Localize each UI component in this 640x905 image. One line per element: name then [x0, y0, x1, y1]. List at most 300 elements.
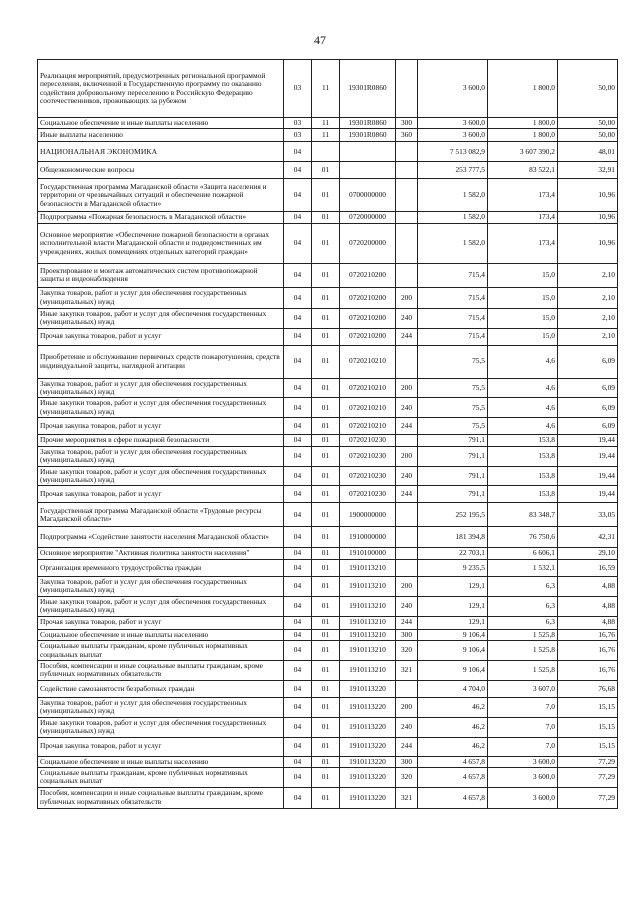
- cell-plan: 9 106,4: [418, 660, 488, 680]
- cell-plan: 715,4: [418, 287, 488, 308]
- cell-subsection: 01: [312, 629, 340, 640]
- cell-expense-type: 300: [396, 118, 418, 129]
- cell-fact: 153,8: [488, 435, 558, 446]
- cell-expense-type: 200: [396, 697, 418, 717]
- cell-name: Прочая закупка товаров, работ и услуг: [38, 616, 284, 629]
- cell-subsection: 01: [312, 398, 340, 418]
- cell-section: 04: [284, 616, 312, 629]
- cell-plan: 253 777,5: [418, 162, 488, 179]
- budget-table: [37, 59, 618, 809]
- cell-subsection: 01: [312, 576, 340, 596]
- cell-subsection: 01: [312, 737, 340, 756]
- cell-fact: 4,6: [488, 345, 558, 378]
- cell-target-code: 0720210200: [340, 287, 396, 308]
- cell-section: 04: [284, 697, 312, 717]
- cell-expense-type: 200: [396, 446, 418, 466]
- cell-percent: 16,76: [558, 629, 618, 640]
- table-row: [38, 345, 618, 378]
- cell-section: 04: [284, 596, 312, 616]
- cell-fact: 1 525,8: [488, 641, 558, 661]
- table-row: [38, 629, 618, 640]
- cell-plan: 3 600,0: [418, 60, 488, 118]
- table-row: [38, 576, 618, 596]
- cell-target-code: 19301R0860: [340, 60, 396, 118]
- cell-name: Иные закупки товаров, работ и услуг для обеспечения государственных (муниципальных) нужд: [38, 466, 284, 486]
- table-row: [38, 660, 618, 680]
- cell-name: Основное мероприятие "Активная политика занятости населения": [38, 548, 284, 559]
- cell-fact: 173,4: [488, 223, 558, 263]
- cell-name: Прочая закупка товаров, работ и услуг: [38, 486, 284, 503]
- cell-fact: 15,0: [488, 308, 558, 328]
- cell-fact: 153,8: [488, 466, 558, 486]
- cell-target-code: 1910113220: [340, 717, 396, 737]
- cell-expense-type: 321: [396, 660, 418, 680]
- cell-name: Закупка товаров, работ и услуг для обеспечения государственных (муниципальных) нужд: [38, 576, 284, 596]
- cell-name: Прочие мероприятия в сфере пожарной безопасности: [38, 435, 284, 446]
- cell-plan: 791,1: [418, 466, 488, 486]
- cell-section: 03: [284, 118, 312, 129]
- cell-percent: 32,91: [558, 162, 618, 179]
- cell-plan: 791,1: [418, 486, 488, 503]
- cell-percent: 19,44: [558, 486, 618, 503]
- cell-fact: 4,6: [488, 378, 558, 398]
- cell-percent: 16,76: [558, 641, 618, 661]
- cell-target-code: 0720210210: [340, 378, 396, 398]
- cell-expense-type: 244: [396, 328, 418, 345]
- cell-target-code: 1910113220: [340, 680, 396, 697]
- cell-expense-type: 240: [396, 398, 418, 418]
- table-row: [38, 263, 618, 287]
- cell-percent: 77,29: [558, 767, 618, 787]
- table-row: [38, 737, 618, 756]
- cell-section: 04: [284, 263, 312, 287]
- cell-plan: 9 106,4: [418, 629, 488, 640]
- cell-expense-type: [396, 142, 418, 162]
- cell-fact: 173,4: [488, 179, 558, 212]
- table-row: [38, 767, 618, 787]
- cell-subsection: 01: [312, 328, 340, 345]
- cell-expense-type: 360: [396, 129, 418, 142]
- cell-name: Проектирование и монтаж автоматических систем противопожарной защиты и видеонаблюдения: [38, 263, 284, 287]
- cell-name: Закупка товаров, работ и услуг для обеспечения государственных (муниципальных) нужд: [38, 287, 284, 308]
- cell-section: 04: [284, 660, 312, 680]
- cell-section: 04: [284, 466, 312, 486]
- cell-name: Иные закупки товаров, работ и услуг для обеспечения государственных (муниципальных) нужд: [38, 717, 284, 737]
- cell-expense-type: 240: [396, 596, 418, 616]
- cell-section: 04: [284, 527, 312, 548]
- cell-section: 04: [284, 328, 312, 345]
- table-row: [38, 503, 618, 527]
- cell-target-code: 1910000000: [340, 527, 396, 548]
- cell-percent: 6,09: [558, 418, 618, 435]
- cell-target-code: [340, 142, 396, 162]
- cell-plan: 4 704,0: [418, 680, 488, 697]
- table-row: [38, 142, 618, 162]
- cell-fact: 7,0: [488, 697, 558, 717]
- cell-target-code: 1910113210: [340, 596, 396, 616]
- cell-target-code: 0720210210: [340, 345, 396, 378]
- table-row: [38, 118, 618, 129]
- cell-fact: 83 348,7: [488, 503, 558, 527]
- cell-fact: 4,6: [488, 418, 558, 435]
- cell-target-code: 1910100000: [340, 548, 396, 559]
- cell-percent: 4,88: [558, 596, 618, 616]
- table-row: [38, 641, 618, 661]
- cell-expense-type: [396, 527, 418, 548]
- cell-expense-type: [396, 179, 418, 212]
- cell-expense-type: 200: [396, 287, 418, 308]
- cell-subsection: 01: [312, 503, 340, 527]
- cell-subsection: 01: [312, 418, 340, 435]
- cell-expense-type: 240: [396, 308, 418, 328]
- cell-subsection: 01: [312, 660, 340, 680]
- cell-section: 04: [284, 308, 312, 328]
- cell-fact: 1 532,1: [488, 559, 558, 576]
- cell-section: 04: [284, 378, 312, 398]
- cell-percent: 10,96: [558, 179, 618, 212]
- cell-expense-type: 200: [396, 576, 418, 596]
- cell-name: Иные выплаты населению: [38, 129, 284, 142]
- table-row: [38, 179, 618, 212]
- cell-fact: 3 600,0: [488, 756, 558, 767]
- cell-fact: 1 800,0: [488, 118, 558, 129]
- cell-plan: 791,1: [418, 435, 488, 446]
- cell-fact: 15,0: [488, 328, 558, 345]
- cell-section: 04: [284, 345, 312, 378]
- cell-percent: 19,44: [558, 435, 618, 446]
- cell-plan: 715,4: [418, 308, 488, 328]
- table-row: [38, 756, 618, 767]
- cell-percent: 4,88: [558, 576, 618, 596]
- cell-plan: 75,5: [418, 345, 488, 378]
- cell-target-code: 0720210230: [340, 466, 396, 486]
- cell-expense-type: 244: [396, 486, 418, 503]
- cell-section: 04: [284, 162, 312, 179]
- cell-section: 04: [284, 767, 312, 787]
- cell-subsection: 01: [312, 527, 340, 548]
- cell-section: 04: [284, 223, 312, 263]
- cell-section: 04: [284, 629, 312, 640]
- cell-section: 04: [284, 576, 312, 596]
- cell-fact: 3 607 390,2: [488, 142, 558, 162]
- cell-fact: 6 606,1: [488, 548, 558, 559]
- cell-subsection: 01: [312, 223, 340, 263]
- cell-name: Прочая закупка товаров, работ и услуг: [38, 737, 284, 756]
- cell-subsection: 01: [312, 717, 340, 737]
- table-row: [38, 435, 618, 446]
- cell-section: 04: [284, 446, 312, 466]
- cell-target-code: [340, 162, 396, 179]
- cell-expense-type: 300: [396, 756, 418, 767]
- cell-subsection: 01: [312, 308, 340, 328]
- cell-target-code: 1910113210: [340, 641, 396, 661]
- cell-name: Подпрограмма «Содействие занятости населения Магаданской области»: [38, 527, 284, 548]
- cell-subsection: 01: [312, 162, 340, 179]
- cell-fact: 1 525,8: [488, 660, 558, 680]
- cell-subsection: 01: [312, 787, 340, 808]
- cell-plan: 129,1: [418, 576, 488, 596]
- cell-fact: 1 800,0: [488, 60, 558, 118]
- cell-subsection: 11: [312, 129, 340, 142]
- cell-fact: 6,3: [488, 616, 558, 629]
- cell-subsection: 01: [312, 345, 340, 378]
- cell-target-code: 1910113220: [340, 787, 396, 808]
- cell-fact: 1 800,0: [488, 129, 558, 142]
- cell-section: 04: [284, 559, 312, 576]
- cell-fact: 3 600,0: [488, 787, 558, 808]
- cell-fact: 7,0: [488, 717, 558, 737]
- cell-subsection: 11: [312, 60, 340, 118]
- cell-section: 04: [284, 503, 312, 527]
- cell-percent: 50,00: [558, 118, 618, 129]
- cell-plan: 46,2: [418, 717, 488, 737]
- cell-section: 03: [284, 60, 312, 118]
- cell-percent: 4,88: [558, 616, 618, 629]
- cell-target-code: 19301R0860: [340, 118, 396, 129]
- cell-fact: 83 522,1: [488, 162, 558, 179]
- cell-subsection: 01: [312, 697, 340, 717]
- cell-subsection: 01: [312, 212, 340, 223]
- cell-section: 04: [284, 737, 312, 756]
- cell-expense-type: [396, 263, 418, 287]
- cell-expense-type: 321: [396, 787, 418, 808]
- cell-subsection: 01: [312, 641, 340, 661]
- cell-fact: 173,4: [488, 212, 558, 223]
- cell-plan: 9 106,4: [418, 641, 488, 661]
- cell-expense-type: 300: [396, 629, 418, 640]
- cell-target-code: 0720210230: [340, 435, 396, 446]
- cell-plan: 4 657,8: [418, 787, 488, 808]
- table-row: [38, 223, 618, 263]
- cell-expense-type: 244: [396, 418, 418, 435]
- table-row: [38, 680, 618, 697]
- cell-percent: 16,59: [558, 559, 618, 576]
- cell-target-code: 1910113220: [340, 697, 396, 717]
- cell-subsection: 01: [312, 435, 340, 446]
- cell-name: Реализация мероприятий, предусмотренных региональной программой переселения, включенной в Государственную программу по оказанию содействия добровольному переселению в Российскую Федерацию соотечественников, проживающих за рубежом: [38, 60, 284, 118]
- cell-percent: 2,10: [558, 263, 618, 287]
- cell-expense-type: 320: [396, 641, 418, 661]
- cell-plan: 252 195,5: [418, 503, 488, 527]
- cell-section: 04: [284, 418, 312, 435]
- table-row: [38, 559, 618, 576]
- cell-name: Государственная программа Магаданской области «Трудовые ресурсы Магаданской области»: [38, 503, 284, 527]
- cell-name: Подпрограмма «Пожарная безопасность в Магаданской области»: [38, 212, 284, 223]
- table-row: [38, 378, 618, 398]
- cell-percent: 19,44: [558, 446, 618, 466]
- cell-name: Социальное обеспечение и иные выплаты населению: [38, 118, 284, 129]
- cell-subsection: 01: [312, 680, 340, 697]
- table-row: [38, 697, 618, 717]
- cell-plan: 22 703,1: [418, 548, 488, 559]
- cell-fact: 153,8: [488, 446, 558, 466]
- table-row: [38, 787, 618, 808]
- cell-percent: 16,76: [558, 660, 618, 680]
- cell-name: Содействие самозанятости безработных граждан: [38, 680, 284, 697]
- cell-name: Закупка товаров, работ и услуг для обеспечения государственных (муниципальных) нужд: [38, 446, 284, 466]
- cell-plan: 1 582,0: [418, 223, 488, 263]
- cell-fact: 6,3: [488, 576, 558, 596]
- cell-plan: 75,5: [418, 378, 488, 398]
- cell-expense-type: 240: [396, 717, 418, 737]
- cell-percent: 6,09: [558, 398, 618, 418]
- cell-expense-type: [396, 503, 418, 527]
- cell-subsection: 01: [312, 263, 340, 287]
- cell-target-code: 1910113220: [340, 767, 396, 787]
- cell-name: Общеэкономические вопросы: [38, 162, 284, 179]
- cell-name: Иные закупки товаров, работ и услуг для обеспечения государственных (муниципальных) нужд: [38, 398, 284, 418]
- cell-target-code: 0700000000: [340, 179, 396, 212]
- table-row: [38, 418, 618, 435]
- cell-fact: 6,3: [488, 596, 558, 616]
- cell-target-code: 1910113210: [340, 559, 396, 576]
- cell-target-code: 0720200000: [340, 223, 396, 263]
- cell-percent: 48,01: [558, 142, 618, 162]
- table-row: [38, 398, 618, 418]
- table-row: [38, 308, 618, 328]
- cell-plan: 715,4: [418, 263, 488, 287]
- cell-plan: 715,4: [418, 328, 488, 345]
- cell-percent: 77,29: [558, 756, 618, 767]
- cell-section: 03: [284, 129, 312, 142]
- cell-name: Социальное обеспечение и иные выплаты населению: [38, 756, 284, 767]
- cell-plan: 9 235,5: [418, 559, 488, 576]
- table-row: [38, 486, 618, 503]
- cell-subsection: 01: [312, 596, 340, 616]
- cell-section: 04: [284, 641, 312, 661]
- page-number: 47: [314, 33, 326, 47]
- table-row: [38, 162, 618, 179]
- cell-section: 04: [284, 435, 312, 446]
- cell-target-code: 0720210200: [340, 308, 396, 328]
- cell-section: 04: [284, 486, 312, 503]
- cell-expense-type: [396, 162, 418, 179]
- cell-subsection: 01: [312, 767, 340, 787]
- cell-target-code: 0720210230: [340, 446, 396, 466]
- table-row: [38, 548, 618, 559]
- table-row: [38, 616, 618, 629]
- cell-target-code: 0720210210: [340, 398, 396, 418]
- cell-fact: 1 525,8: [488, 629, 558, 640]
- table-row: [38, 466, 618, 486]
- cell-fact: 15,0: [488, 287, 558, 308]
- cell-section: 04: [284, 287, 312, 308]
- cell-fact: 153,8: [488, 486, 558, 503]
- table-row: [38, 446, 618, 466]
- cell-percent: 2,10: [558, 308, 618, 328]
- table-row: [38, 129, 618, 142]
- cell-plan: 4 657,8: [418, 756, 488, 767]
- cell-section: 04: [284, 787, 312, 808]
- cell-expense-type: [396, 223, 418, 263]
- cell-percent: 29,10: [558, 548, 618, 559]
- cell-subsection: 11: [312, 118, 340, 129]
- cell-name: Государственная программа Магаданской области «Защита населения и территории от чрезвычайных ситуаций и обеспечение пожарной безопасности в Магаданской области»: [38, 179, 284, 212]
- cell-name: Прочая закупка товаров, работ и услуг: [38, 328, 284, 345]
- cell-plan: 1 582,0: [418, 179, 488, 212]
- table-row: [38, 212, 618, 223]
- cell-name: Социальные выплаты гражданам, кроме публичных нормативных социальных выплат: [38, 767, 284, 787]
- cell-subsection: 01: [312, 378, 340, 398]
- cell-percent: 50,00: [558, 129, 618, 142]
- table-row: [38, 527, 618, 548]
- cell-target-code: 0720000000: [340, 212, 396, 223]
- cell-subsection: 01: [312, 287, 340, 308]
- cell-percent: 15,15: [558, 737, 618, 756]
- cell-target-code: 1910113220: [340, 756, 396, 767]
- cell-percent: 2,10: [558, 287, 618, 308]
- cell-name: Основное мероприятие «Обеспечение пожарной безопасности в органах исполнительной власти Магаданской области и подведомственных им учреждениях, жилых помещениях отдельных категорий граждан»: [38, 223, 284, 263]
- cell-subsection: 01: [312, 446, 340, 466]
- table-row: [38, 60, 618, 118]
- cell-expense-type: 320: [396, 767, 418, 787]
- cell-plan: 1 582,0: [418, 212, 488, 223]
- cell-name: Социальные выплаты гражданам, кроме публичных нормативных социальных выплат: [38, 641, 284, 661]
- cell-percent: 15,15: [558, 717, 618, 737]
- cell-expense-type: [396, 345, 418, 378]
- cell-target-code: 0720210210: [340, 418, 396, 435]
- cell-expense-type: [396, 559, 418, 576]
- cell-plan: 46,2: [418, 697, 488, 717]
- cell-target-code: 1910113210: [340, 616, 396, 629]
- cell-section: 04: [284, 142, 312, 162]
- cell-section: 04: [284, 212, 312, 223]
- table-body: [38, 60, 618, 809]
- cell-percent: 77,29: [558, 787, 618, 808]
- cell-expense-type: 240: [396, 466, 418, 486]
- cell-percent: 6,09: [558, 378, 618, 398]
- cell-target-code: 0720210200: [340, 263, 396, 287]
- cell-subsection: 01: [312, 466, 340, 486]
- cell-name: Приобретение и обслуживание первичных средств пожаротушения, средств индивидуальной защиты, наглядной агитации: [38, 345, 284, 378]
- cell-name: Закупка товаров, работ и услуг для обеспечения государственных (муниципальных) нужд: [38, 378, 284, 398]
- cell-section: 04: [284, 756, 312, 767]
- cell-plan: 3 600,0: [418, 118, 488, 129]
- cell-subsection: 01: [312, 179, 340, 212]
- cell-target-code: 1900000000: [340, 503, 396, 527]
- cell-percent: 42,31: [558, 527, 618, 548]
- cell-target-code: 1910113210: [340, 660, 396, 680]
- cell-plan: 75,5: [418, 398, 488, 418]
- cell-percent: 19,44: [558, 466, 618, 486]
- cell-plan: 3 600,0: [418, 129, 488, 142]
- cell-percent: 76,68: [558, 680, 618, 697]
- cell-expense-type: 200: [396, 378, 418, 398]
- table-row: [38, 717, 618, 737]
- cell-name: Пособия, компенсации и иные социальные выплаты гражданам, кроме публичных нормативных обязательств: [38, 787, 284, 808]
- cell-plan: 75,5: [418, 418, 488, 435]
- cell-expense-type: [396, 680, 418, 697]
- cell-plan: 129,1: [418, 596, 488, 616]
- cell-fact: 76 750,6: [488, 527, 558, 548]
- cell-plan: 4 657,8: [418, 767, 488, 787]
- cell-target-code: 19301R0860: [340, 129, 396, 142]
- cell-subsection: [312, 142, 340, 162]
- cell-name: НАЦИОНАЛЬНАЯ ЭКОНОМИКА: [38, 142, 284, 162]
- cell-subsection: 01: [312, 616, 340, 629]
- cell-section: 04: [284, 680, 312, 697]
- cell-percent: 33,05: [558, 503, 618, 527]
- table-row: [38, 596, 618, 616]
- cell-percent: 2,10: [558, 328, 618, 345]
- cell-name: Закупка товаров, работ и услуг для обеспечения государственных (муниципальных) нужд: [38, 697, 284, 717]
- cell-expense-type: [396, 548, 418, 559]
- cell-section: 04: [284, 398, 312, 418]
- cell-target-code: 1910113210: [340, 576, 396, 596]
- cell-percent: 15,15: [558, 697, 618, 717]
- table-row: [38, 328, 618, 345]
- cell-plan: 791,1: [418, 446, 488, 466]
